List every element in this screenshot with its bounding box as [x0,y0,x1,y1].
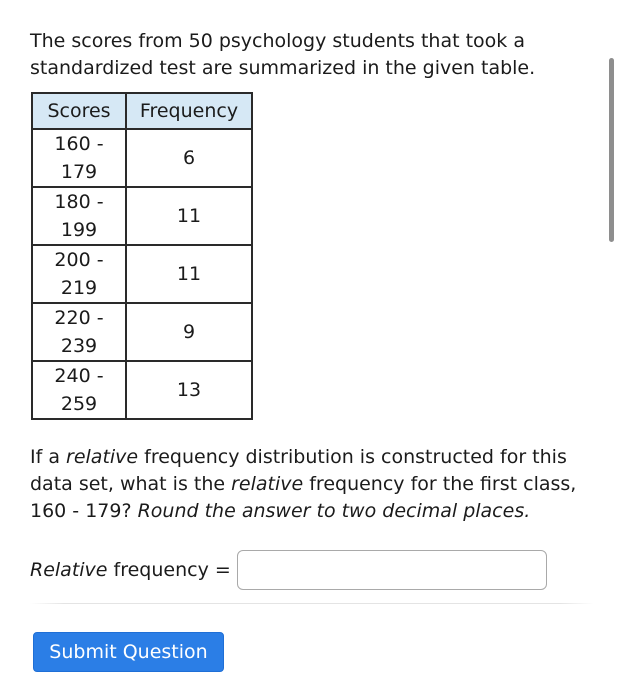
table-row [32,245,252,303]
range-low: 240 - [54,365,104,387]
range-low: 160 - [54,133,104,155]
score-range-cell [32,303,126,361]
score-range-cell [32,245,126,303]
range-low: 180 - [54,191,104,213]
answer-row [30,548,547,592]
answer-label [30,559,209,581]
score-range-cell [32,187,126,245]
relative-frequency-input[interactable] [237,550,547,590]
answer-label-rest: frequency [107,559,209,581]
question-part-2: frequency distribution is constructed for this data set, what is the [30,446,567,495]
divider [30,603,594,604]
question-italic-1: relative [66,446,139,468]
frequency-cell: 6 [126,129,252,187]
frequency-cell: 13 [126,361,252,419]
range-high: 239 [60,335,98,357]
question-text [30,444,600,525]
intro-text: The scores from 50 psychology students that took a standardized test are summarized in the given table. [30,30,536,79]
table-row [32,187,252,245]
submit-question-button[interactable]: Submit Question [33,632,224,672]
range-high: 219 [60,277,98,299]
table-row [32,303,252,361]
range-low: 200 - [54,249,104,271]
question-part-1: If a [30,446,67,468]
question-italic-2: relative [231,473,304,495]
range-high: 199 [60,219,98,241]
range-high: 259 [60,393,98,415]
score-range-cell [32,129,126,187]
table-row [32,361,252,419]
frequency-table [31,92,253,420]
answer-label-italic: Relative [30,559,108,581]
table-row [32,129,252,187]
rounding-instruction: Round the answer to two decimal places. [137,500,531,522]
question-part-3: frequency for the first class, 160 - 179? [30,473,577,522]
scrollbar-thumb[interactable] [609,58,614,242]
header-frequency: Frequency [126,93,252,129]
equals-sign: = [214,559,231,581]
score-range-cell [32,361,126,419]
frequency-cell: 11 [126,245,252,303]
range-high: 179 [60,161,98,183]
header-scores: Scores [32,93,126,129]
range-low: 220 - [54,307,104,329]
frequency-cell: 9 [126,303,252,361]
frequency-cell: 11 [126,187,252,245]
